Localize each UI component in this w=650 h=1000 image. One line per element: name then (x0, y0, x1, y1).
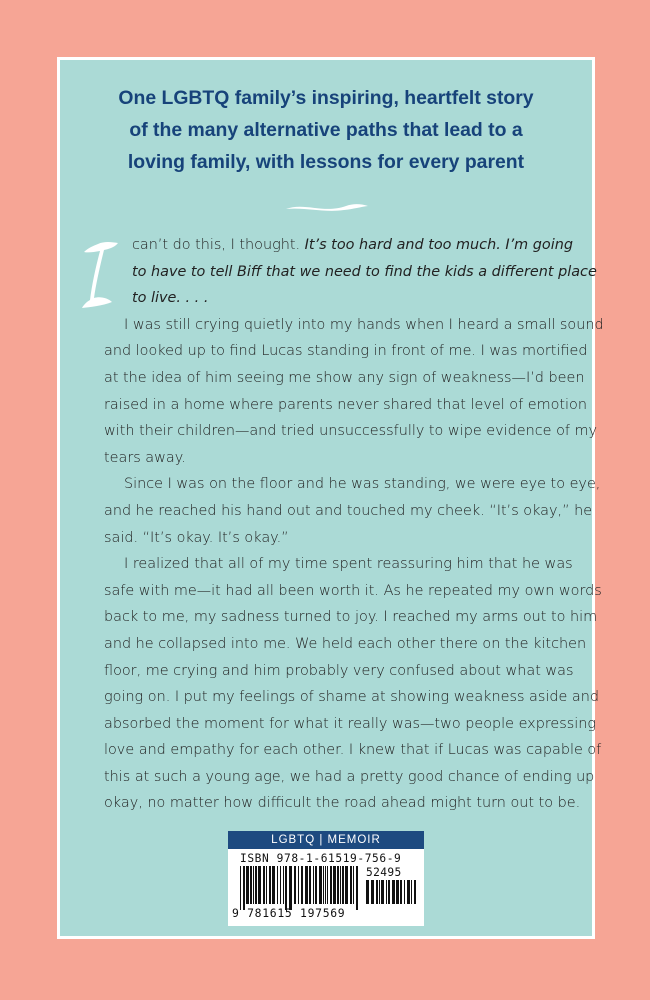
barcode-bar (263, 866, 265, 904)
headline-line-2: of the many alternative paths that lead to a (129, 119, 523, 141)
paragraph-3-line: love and empathy for each other. I knew that if Lucas was capable of (104, 742, 602, 759)
paragraph-1-line: at the idea of him seeing me show any sign of weakness—I’d been (104, 369, 585, 386)
paragraph-1-line: I was still crying quietly into my hands when I heard a small sound (124, 316, 604, 333)
barcode-bar (342, 866, 344, 904)
barcode-bar (400, 880, 402, 904)
drop-cap-letter: I (78, 240, 79, 241)
barcode-bar (340, 866, 341, 904)
opening-line-2: to have to tell Biff that we need to find the kids a different place (132, 263, 597, 280)
paragraph-3-line: okay, no matter how difficult the road ahead might turn out to be. (104, 795, 581, 812)
barcode-bar (240, 866, 241, 910)
price-barcode (366, 880, 416, 910)
barcode-bar (285, 866, 287, 910)
barcode-bar (371, 880, 374, 904)
barcode-bar (243, 866, 245, 910)
barcode-bar (337, 866, 339, 904)
barcode-bar (283, 866, 284, 904)
barcode-bar (294, 866, 296, 904)
barcode-bar (280, 866, 281, 904)
paragraph-1-line: with their children—and tried unsuccessfully to wipe evidence of my (104, 423, 598, 440)
paragraph-3-line: floor, me crying and him probably very confused about what was (104, 662, 574, 679)
paragraph-1-line: tears away. (104, 449, 186, 466)
barcode-bar (404, 880, 405, 904)
barcode-bar (407, 880, 410, 904)
barcode-bar (319, 866, 322, 904)
paragraph-3-line: safe with me—it had all been worth it. As he repeated my own words (104, 582, 602, 599)
category-label: LGBTQ | MEMOIR (228, 831, 424, 849)
paragraph-3-line: absorbed the moment for what it really was—two people expressing (104, 715, 597, 732)
barcode-bar (272, 866, 275, 904)
barcode-bar (327, 866, 328, 904)
opening-line-3: to live. . . . (132, 290, 209, 307)
paragraph-3-line: and he collapsed into me. We held each other there on the kitchen (104, 635, 587, 652)
barcode-bar (315, 866, 317, 904)
isbn-number: ISBN 978-1-61519-756-9 (240, 852, 402, 865)
barcode-bar (301, 866, 303, 904)
barcode-bar (289, 866, 292, 910)
barcode-bar (396, 880, 399, 904)
barcode-bar (366, 880, 369, 904)
barcode-bar (345, 866, 348, 904)
barcode-bar (356, 866, 358, 910)
paragraph-3-line: back to me, my sadness turned to joy. I reached my arms out to him (104, 609, 598, 626)
paragraph-2-line: Since I was on the floor and he was standing, we were eye to eye, (124, 476, 601, 493)
barcode-bar (305, 866, 308, 904)
barcode-bar (353, 866, 354, 904)
barcode-bar (298, 866, 299, 904)
barcode-bar (350, 866, 352, 904)
headline-line-1: One LGBTQ family’s inspiring, heartfelt story (118, 87, 534, 109)
barcode-bar (253, 866, 254, 904)
headline-line-3: loving family, with lessons for every parent (127, 151, 525, 173)
barcode-bar (381, 880, 384, 904)
barcode-digits: 9 781615 197569 (232, 906, 346, 920)
isbn-barcode (240, 866, 358, 910)
paragraph-3-line: I realized that all of my time spent reassuring him that he was (124, 556, 573, 573)
barcode-bar (379, 880, 380, 904)
barcode-bar (313, 866, 314, 904)
barcode-bar (414, 880, 416, 904)
barcode-bar (323, 866, 324, 904)
swash-ornament (284, 200, 370, 214)
paragraph-2-line: said. “It’s okay. It’s okay.” (104, 529, 289, 546)
excerpt-text (104, 232, 604, 817)
barcode-bar (309, 866, 311, 904)
headline (70, 82, 582, 178)
barcode-bar (277, 866, 278, 904)
barcode-bar (392, 880, 395, 904)
barcode-bar (333, 866, 336, 904)
paragraph-1-line: raised in a home where parents never shared that level of emotion (104, 396, 587, 413)
barcode-bar (388, 880, 390, 904)
barcode-bar (255, 866, 257, 904)
barcode-bar (266, 866, 267, 904)
paragraph-1-line: and looked up to find Lucas standing in front of me. I was mortified (104, 343, 588, 360)
price-code: 52495 (366, 866, 402, 879)
barcode-bar (386, 880, 387, 904)
barcode-bar (250, 866, 252, 904)
barcode-bar (269, 866, 271, 904)
paragraph-3-line: this at such a young age, we had a pretty good chance of ending up (104, 768, 595, 785)
barcode-bar (258, 866, 261, 904)
barcode-bar (376, 880, 378, 904)
barcode-bar (325, 866, 326, 904)
paragraph-3-line: going on. I put my feelings of shame at showing weakness aside and (104, 689, 599, 706)
opening-line-1: can’t do this, I thought. It’s too hard and too much. I’m going (132, 237, 573, 253)
barcode-bar (411, 880, 412, 904)
barcode-bar (246, 866, 249, 904)
barcode-bar (330, 866, 332, 904)
paragraph-2-line: and he reached his hand out and touched my cheek. “It’s okay,” he (104, 502, 593, 519)
